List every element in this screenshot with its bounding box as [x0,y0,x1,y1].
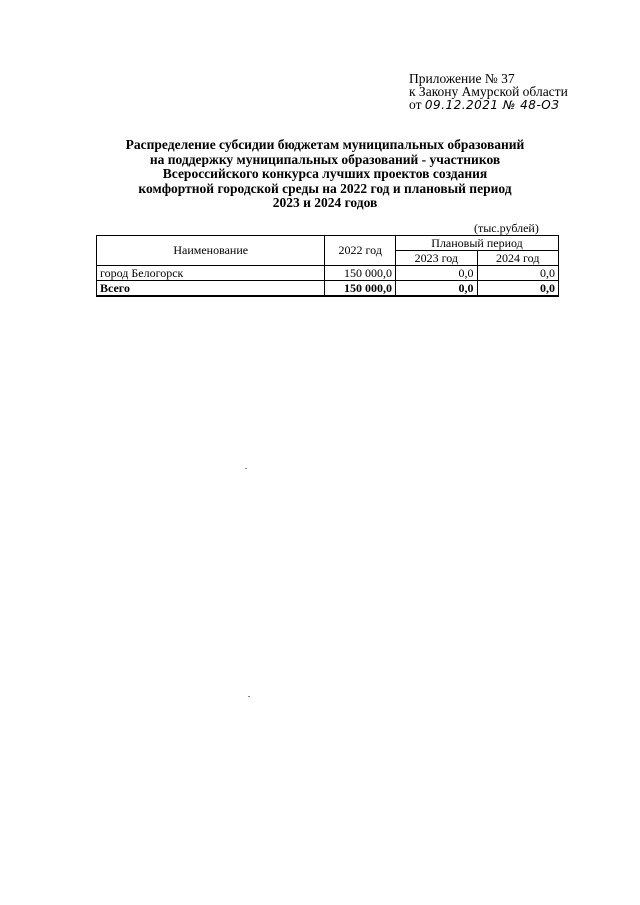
annex-line-3-prefix: от [409,97,422,112]
row-2023: 0,0 [396,266,477,281]
units-label: (тыс.рублей) [474,221,539,235]
header-2024: 2024 год [477,251,559,266]
header-2022: 2022 год [325,236,396,266]
header-name: Наименование [97,236,325,266]
row-2024: 0,0 [477,266,559,281]
total-2024: 0,0 [477,281,559,297]
annex-line-1: Приложение № 37 [409,71,515,86]
title-line-1: Распределение субсидии бюджетам муниципальных образований [125,137,525,152]
row-name: город Белогорск [97,266,325,281]
scan-speck [248,696,250,697]
table-row [97,266,559,281]
handwritten-date-number: 09.12.2021 № 48-ОЗ [424,98,560,112]
title-line-2: на поддержку муниципальных образований - участников [149,151,501,167]
row-2022: 150 000,0 [325,266,396,281]
scan-speck [245,468,247,469]
document-title [80,138,570,211]
title-line-4: комфортной городской среды на 2022 год и плановый период [138,180,512,196]
table-header-row [97,236,559,251]
header-2023: 2023 год [396,251,477,266]
header-planned-period: Плановый период [396,236,559,251]
annex-line-2: к Закону Амурской области [409,84,568,99]
table-total-row [97,281,559,297]
annex-line-3 [409,98,568,112]
title-line-5: 2023 и 2024 годов [272,195,378,210]
budget-table [96,235,559,297]
total-name: Всего [97,281,325,297]
annex-block [409,72,568,112]
title-line-3: Всероссийского конкурса лучших проектов создания [162,166,488,181]
total-2023: 0,0 [396,281,477,297]
total-2022: 150 000,0 [325,281,396,297]
